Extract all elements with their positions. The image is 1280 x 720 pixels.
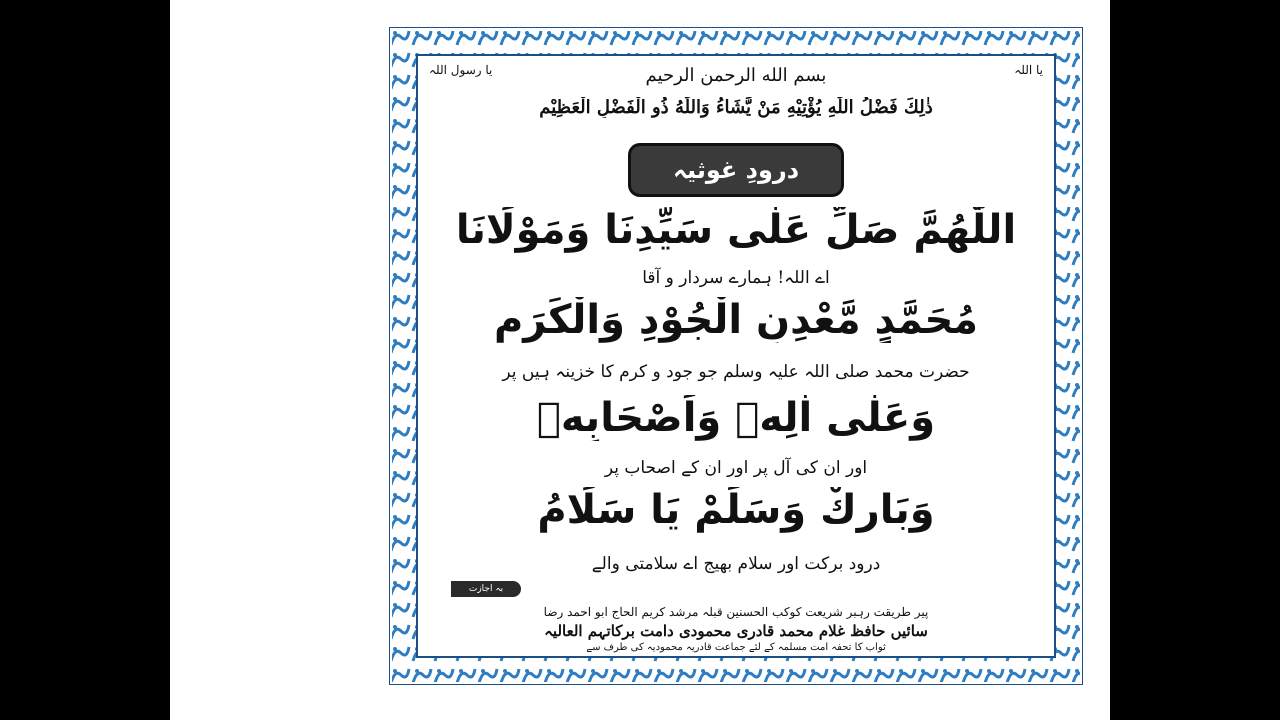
arabic-line-3: وَعَلٰى اٰلِهٖ وَاَصْحَابِهٖ [536,395,936,441]
footer-line-2: سائیں حافظ غلام محمد قادری محمودی دامت برکاتہم العالیہ [544,622,928,640]
quran-ayah: ذٰلِكَ فَضْلُ اللّٰهِ يُؤْتِيْهِ مَنْ يَّشَاءُ وَاللّٰهُ ذُو الْفَضْلِ الْعَظِيْمِ [539,97,933,118]
seal-ya-allah: یا اللہ [1014,63,1043,77]
permission-badge: بہ اجازت [451,581,521,597]
document-page [170,0,1110,720]
arabic-line-1: اللّٰهُمَّ صَلِّ عَلٰى سَيِّدِنَا وَمَوْلَانَا [455,207,1017,253]
title-durood-ghausia: درودِ غوثیہ [628,143,844,197]
bismillah: بسم الله الرحمن الرحيم [645,65,827,86]
urdu-translation-3: اور ان کی آل پر اور ان کے اصحاب پر [604,458,868,478]
urdu-translation-4: درود برکت اور سلام بھیج اے سلامتی والے [591,554,881,574]
durood-poster [389,27,1083,685]
footer-line-1: پیر طریقت رہبر شریعت کوکب الحسنین قبلہ مرشد کریم الحاج ابو احمد رضا [543,605,929,619]
footer-line-3: ثواب کا تحفہ امت مسلمہ کے لئے جماعت قادریہ محمودیہ کی طرف سے [586,642,886,653]
seal-ya-rasool: یا رسول اللہ [429,63,493,77]
urdu-translation-2: حضرت محمد صلی اللہ علیہ وسلم جو جود و کرم کا خزینہ ہیں پر [502,362,970,382]
arabic-line-4: وَبَارِكْ وَسَلِّمْ يَا سَلَامُ [537,487,935,533]
arabic-line-2: مُحَمَّدٍ مَّعْدِنِ الْجُوْدِ وَالْكَرَمِ [493,297,979,343]
urdu-translation-1: اے اللہ! ہمارے سردار و آقا [642,268,830,288]
poster-content [419,57,1053,655]
